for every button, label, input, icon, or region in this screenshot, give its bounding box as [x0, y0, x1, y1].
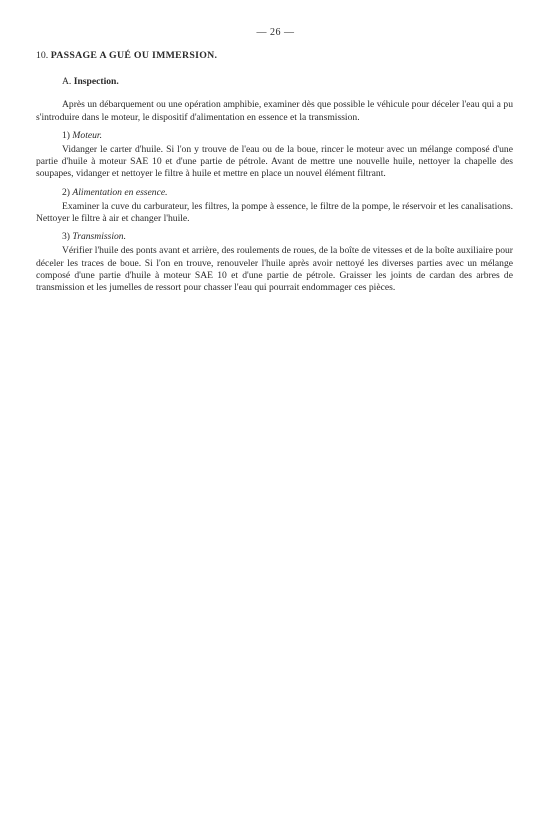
- item-number: 2): [62, 186, 70, 198]
- item-heading-transmission: [62, 231, 513, 243]
- item-paragraph-moteur: Vidanger le carter d'huile. Si l'on y trouve de l'eau ou de la boue, rincer le moteur avec un mélange composé d'une partie d'huile à moteur SAE 10 et d'une partie de pétrole. Avant de mettre une nouvelle huile, nettoyer la chapelle des soupapes, vidanger et nettoyer le filtre à huile et mettre en place un nouvel élément filtrant.: [36, 144, 513, 180]
- section-heading: [36, 50, 513, 62]
- subsection-title: Inspection.: [73, 76, 119, 88]
- section-title: PASSAGE A GUÉ OU IMMERSION.: [50, 50, 218, 61]
- subsection-heading: [62, 76, 513, 88]
- item-title: Moteur.: [72, 129, 102, 141]
- item-number: 1): [62, 129, 70, 141]
- item-number: 3): [62, 231, 70, 243]
- subsection-letter: A.: [62, 76, 72, 88]
- page-number: — 26 —: [256, 27, 295, 38]
- item-paragraph-transmission: Vérifier l'huile des ponts avant et arrière, des roulements de roues, de la boîte de vitesses et de la boîte auxiliaire pour déceler les traces de boue. Si l'on en trouve, renouveler l'huile après avoir nettoyé les diverses parties avec un mélange composé d'une partie d'huile à moteur SAE 10 et d'une partie de pétrole. Graisser les joints de cardan des arbres de transmission et les jumelles de ressort pour chasser l'eau qui pourrait endommager ces pièces.: [36, 245, 513, 294]
- item-title: Alimentation en essence.: [72, 186, 168, 198]
- item-paragraph-alimentation: Examiner la cuve du carburateur, les filtres, la pompe à essence, le filtre de la pompe, le réservoir et les canalisations. Nettoyer le filtre à air et changer l'huile.: [36, 200, 513, 225]
- item-heading-moteur: [62, 130, 513, 142]
- intro-paragraph: Après un débarquement ou une opération amphibie, examiner dès que possible le véhicule pour déceler l'eau qui a pu s'introduire dans le moteur, le dispositif d'alimentation en essence et la transmission.: [36, 99, 513, 123]
- item-heading-alimentation: [62, 187, 513, 199]
- section-number: 10.: [36, 50, 49, 61]
- item-title: Transmission.: [72, 231, 126, 243]
- document-body: [36, 50, 513, 294]
